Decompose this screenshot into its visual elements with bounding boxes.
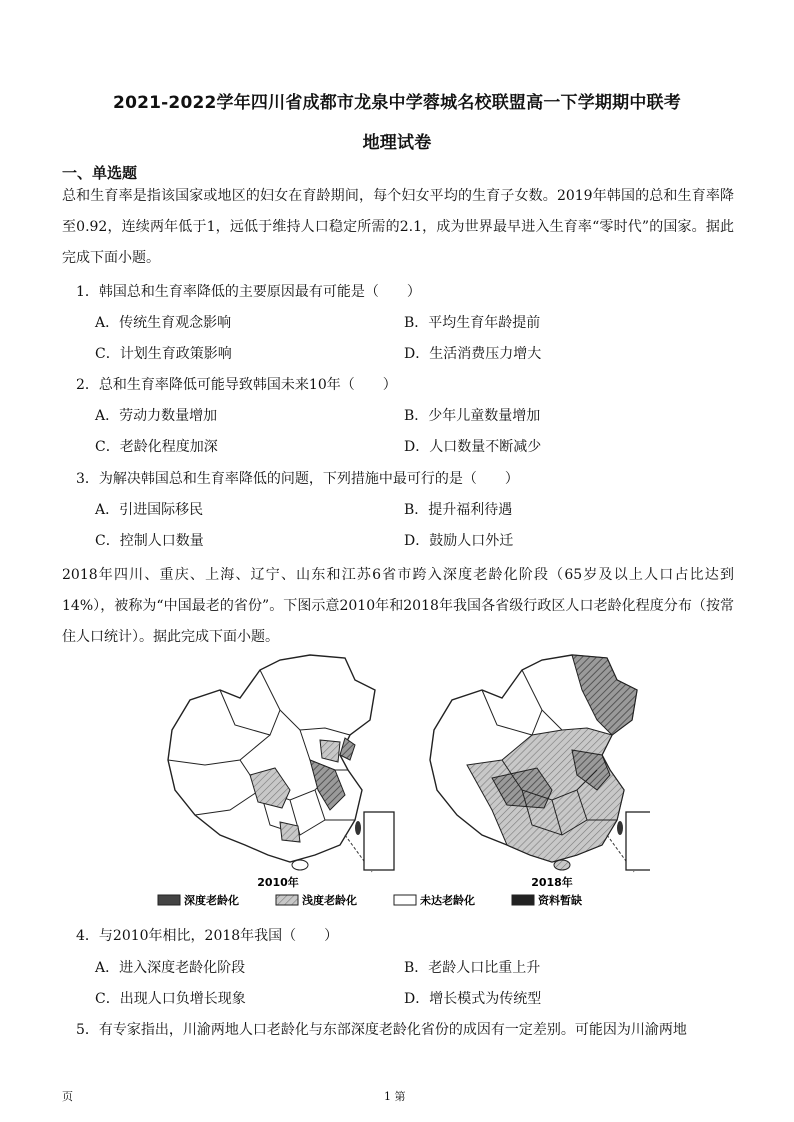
south-china-sea-inset-2010 (364, 812, 394, 870)
question-1-option-b: B．平均生育年龄提前 (404, 315, 541, 331)
footer-page-left: 页 (62, 1090, 73, 1103)
question-5-stem: 5．有专家指出，川渝两地人口老龄化与东部深度老龄化省份的成因有一定差别。可能因为川渝两地 (76, 1022, 687, 1038)
question-2-option-c: C．老龄化程度加深 (95, 439, 218, 455)
question-4-option-a: A．进入深度老龄化阶段 (95, 960, 246, 976)
paper-title-line2: 地理试卷 (362, 133, 432, 153)
question-1-option-a: A．传统生育观念影响 (95, 315, 232, 331)
paper-title-line1: 2021-2022学年四川省成都市龙泉中学蓉城名校联盟高一下学期期中联考 (113, 93, 681, 113)
footer-page-number: 1 第 (384, 1090, 406, 1103)
legend-swatch-missing (512, 895, 534, 905)
question-3-option-a: A．引进国际移民 (95, 502, 204, 518)
map-2010-label: 2010年 (257, 876, 299, 889)
question-2-option-b: B．少年儿童数量增加 (404, 408, 541, 424)
question-3-option-d: D．鼓励人口外迁 (404, 533, 514, 549)
map-legend (158, 893, 582, 907)
legend-label-missing: 资料暂缺 (538, 894, 582, 907)
question-3-option-c: C．控制人口数量 (95, 533, 204, 549)
china-outline-2010 (168, 655, 375, 862)
question-2-stem: 2．总和生育率降低可能导致韩国未来10年（ ） (76, 377, 397, 393)
question-3-option-b: B．提升福利待遇 (404, 502, 513, 518)
question-4-stem: 4．与2010年相比，2018年我国（ ） (76, 928, 339, 944)
light-aging-region-2010-east (320, 740, 340, 762)
question-1-option-c: C．计划生育政策影响 (95, 346, 232, 362)
south-china-sea-inset-2018 (626, 812, 650, 870)
legend-swatch-light (276, 895, 298, 905)
map-2018 (430, 655, 650, 889)
question-4-option-b: B．老龄人口比重上升 (404, 960, 541, 976)
section-heading: 一、单选题 (62, 164, 138, 182)
question-1-option-d: D．生活消费压力增大 (404, 346, 542, 362)
legend-label-deep: 深度老龄化 (184, 894, 239, 907)
passage-2: 2018年四川、重庆、上海、辽宁、山东和江苏6省市跨入深度老龄化阶段（65岁及以上人口占比达到14%），被称为“中国最老的省份”。下图示意2010年和2018年我国各省级行政区人口老龄化程度分布（按常住人口统计）。据此完成下面小题。 (62, 567, 734, 645)
question-4-option-c: C．出现人口负增长现象 (95, 991, 246, 1007)
aging-distribution-maps (150, 650, 650, 912)
map-2018-label: 2018年 (531, 876, 573, 889)
question-1-stem: 1．韩国总和生育率降低的主要原因最有可能是（ ） (76, 284, 421, 300)
legend-label-none: 未达老龄化 (420, 894, 475, 907)
question-2-option-a: A．劳动力数量增加 (95, 408, 218, 424)
legend-label-light: 浅度老龄化 (302, 894, 357, 907)
question-3-stem: 3．为解决韩国总和生育率降低的问题，下列措施中最可行的是（ ） (76, 471, 519, 487)
map-2010 (168, 655, 394, 889)
question-2-option-d: D．人口数量不断减少 (404, 439, 542, 455)
legend-swatch-none (394, 895, 416, 905)
passage-1: 总和生育率是指该国家或地区的妇女在育龄期间，每个妇女平均的生育子女数。2019年韩国的总和生育率降至0.92，连续两年低于1，远低于维持人口稳定所需的2.1，成为世界最早进入生育率“零时代”的国家。据此完成下面小题。 (62, 188, 734, 266)
legend-swatch-deep (158, 895, 180, 905)
question-4-option-d: D．增长模式为传统型 (404, 991, 542, 1007)
